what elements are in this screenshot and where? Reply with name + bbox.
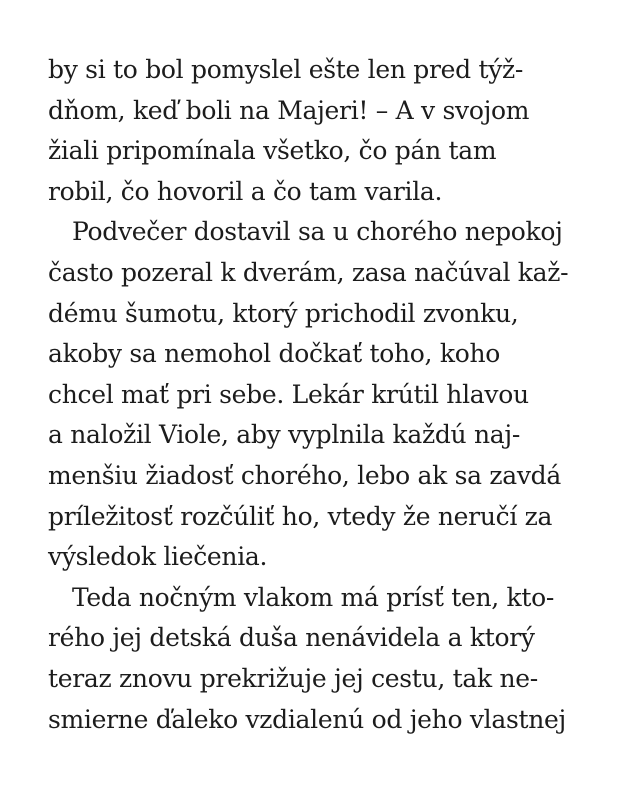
text-line: a naložil Viole, aby vyplnila každú naj- xyxy=(48,420,521,450)
text-line: príležitosť rozčúliť ho, vtedy že neručí za xyxy=(48,501,553,531)
page-text xyxy=(48,50,608,740)
text-line: teraz znovu prekrižuje jej cestu, tak ne- xyxy=(48,663,538,693)
text-line: by si to bol pomyslel ešte len pred týž- xyxy=(48,55,524,84)
text-line: rého jej detská duša nenávidela a ktorý xyxy=(48,623,535,653)
paragraph xyxy=(48,578,608,740)
text-line: Podvečer dostavil sa u chorého nepokoj xyxy=(72,217,563,247)
text-line: dňom, keď boli na Majeri! – A v svojom xyxy=(48,95,530,125)
text-line: chcel mať pri sebe. Lekár krútil hlavou xyxy=(48,379,529,409)
text-line: dému šumotu, ktorý prichodil zvonku, xyxy=(48,298,519,328)
text-line: menšiu žiadosť chorého, lebo ak sa zavdá xyxy=(48,460,561,490)
text-line: žiali pripomínala všetko, čo pán tam xyxy=(48,136,497,166)
text-line: výsledok liečenia. xyxy=(48,542,268,572)
text-line: Teda nočným vlakom má prísť ten, kto- xyxy=(72,582,555,612)
text-line: akoby sa nemohol dočkať toho, koho xyxy=(48,339,501,369)
text-line: robil, čo hovoril a čo tam varila. xyxy=(48,176,443,206)
text-line: smierne ďaleko vzdialenú od jeho vlastnej xyxy=(48,704,566,734)
text-line: často pozeral k dverám, zasa načúval kaž- xyxy=(48,257,569,287)
paragraph xyxy=(48,50,608,212)
paragraph xyxy=(48,212,608,577)
